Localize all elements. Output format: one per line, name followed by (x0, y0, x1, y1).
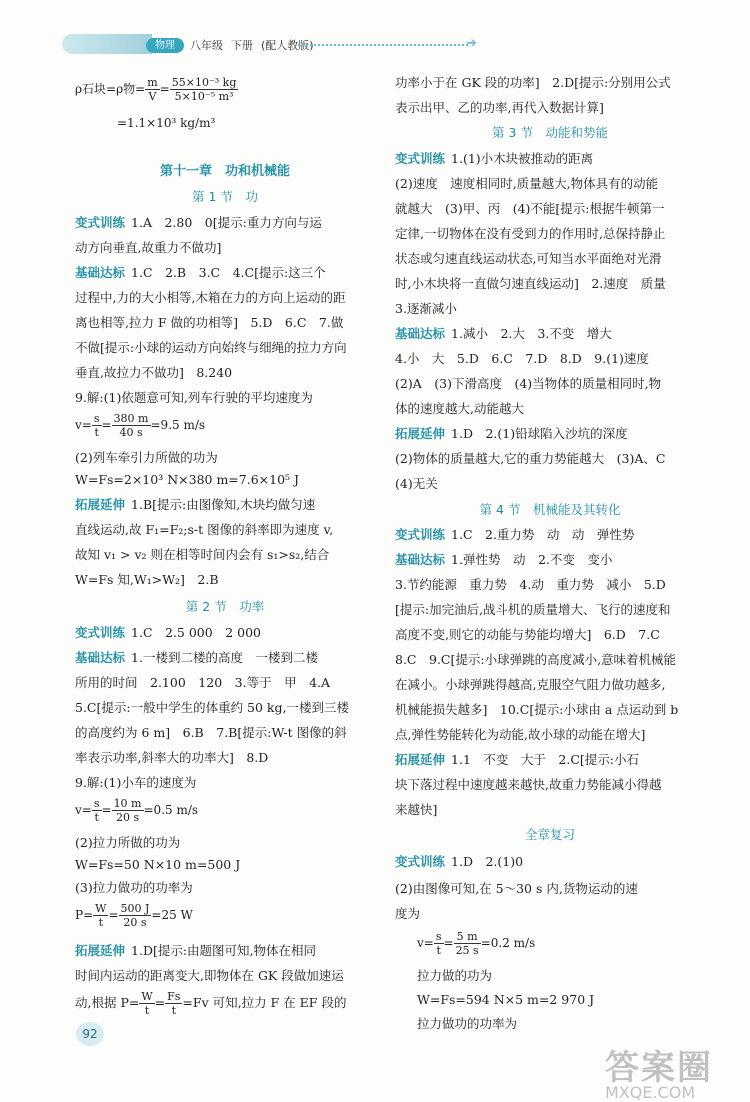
answer-line: [提示:加完油后,战斗机的质量增大、飞行的速度和 (395, 602, 671, 617)
answer-line: 率表示功率,斜率大的功率大] 8.D (75, 750, 269, 765)
density-result: =1.1×10³ kg/m³ (117, 116, 216, 130)
answer-line: 9.解:(1)小车的速度为 (75, 775, 197, 790)
answer-line: 动,根据 P= $\frac{W}{t}$ = $\frac{Fs}{t}$ =Fv 可知,拉力 F 在 EF 段的 (75, 990, 347, 1017)
answer-line: W=Fs=2×10³ N×380 m=7.6×10⁵ J (75, 472, 300, 487)
velocity-equation: v= $\frac{s}{t}$ = $\frac{10 m}{20 s}$ =0.5 m/s (75, 797, 199, 824)
answer-line: 就越大 (3)甲、丙 (4)不能[提示:根据牛顿第一 (395, 201, 665, 216)
answer-line: 9.解:(1)依题意可知,列车行驶的平均速度为 (75, 390, 313, 405)
answer-line: 功率小于在 GK 段的功率] 2.D[提示:分别用公式 (395, 75, 671, 90)
answer-line: (2)由图像可知,在 5～30 s 内,货物运动的速 (395, 881, 638, 896)
header-dotted-line (298, 44, 468, 46)
answer-line: 基础达标 1.C 2.B 3.C 4.C[提示:这三个 (75, 265, 326, 280)
answer-line: 基础达标 1.减小 2.大 3.不变 增大 (395, 326, 612, 341)
answer-line: W=Fs 知,W₁>W₂] 2.B (75, 572, 219, 587)
answer-line: 块下落过程中速度越来越快,故重力势能减小得越 (395, 777, 662, 792)
watermark-logo (605, 1040, 745, 1102)
answer-line: 拉力做的功为 (417, 968, 493, 983)
density-equation: ρ石块=ρ物= $\frac{m}{V}$ = $\frac{\text{55×10⁻³ kg}}{\text{5×10⁻⁵ m³}}$ (75, 76, 237, 103)
answer-line: 动方向垂直,故重力不做功] (75, 240, 222, 255)
header-decoration (62, 34, 152, 54)
answer-line: 不做[提示:小球的运动方向始终与细绳的拉力方向 (75, 340, 347, 355)
answer-line: (2)A (3)下滑高度 (4)当物体的质量相同时,物 (395, 376, 662, 391)
watermark-top: 答案圈 (605, 1048, 713, 1088)
answer-line: 5.C[提示:一般中学生的体重约 50 kg,一楼到三楼 (75, 700, 349, 715)
answer-line: W=Fs=594 N×5 m=2 970 J (417, 992, 595, 1007)
answer-line: 基础达标 1.一楼到二楼的高度 一楼到二楼 (75, 650, 318, 665)
page-number: 92 (76, 1022, 104, 1046)
answer-line: 垂直,故拉力不做功] 8.240 (75, 365, 233, 380)
answer-line: 变式训练 1.C 2.5 000 2 000 (75, 625, 262, 640)
answer-line: 拉力做功的功率为 (417, 1016, 518, 1031)
answer-line: 拓展延伸 1.D[提示:由题图可知,物体在相同 (75, 943, 317, 958)
page-header (0, 0, 750, 70)
answer-line: 拓展延伸 1.1 不变 大于 2.C[提示:小石 (395, 752, 639, 767)
section-4-title: 第 4 节 机械能及其转化 (479, 502, 621, 517)
header-volume: 下册 (231, 39, 253, 52)
answer-line: 3.逐渐减小 (395, 301, 457, 316)
chapter-title: 第十一章 功和机械能 (159, 164, 290, 179)
velocity-equation: v= $\frac{s}{t}$ = $\frac{5 m}{25 s}$ =0.2 m/s (417, 930, 536, 957)
answer-line: 所用的时间 2.100 120 3.等于 甲 4.A (75, 675, 331, 690)
answer-line: 变式训练 1.C 2.重力势 动 动 弹性势 (395, 527, 635, 542)
answer-line: 故知 v₁ > v₂ 则在相等时间内会有 s₁>s₂,结合 (75, 547, 330, 562)
answer-line: W=Fs=50 N×10 m=500 J (75, 857, 241, 872)
section-3-title: 第 3 节 动能和势能 (492, 125, 608, 140)
answer-line: (2)物体的质量越大,它的重力势能越大 (3)A、C (395, 451, 666, 466)
answer-line: (2)速度 速度相同时,质量越大,物体具有的动能 (395, 176, 659, 191)
answer-line: 拓展延伸 1.D 2.(1)铅球陷入沙坑的深度 (395, 426, 628, 441)
answer-line: 度为 (395, 906, 421, 921)
watermark-bottom: MXQE.COM (605, 1083, 696, 1102)
header-grade: 八年级 (190, 39, 223, 52)
answer-line: 体的速度越大,动能越大 (395, 401, 524, 416)
answer-line: 8.C 9.C[提示:小球弹跳的高度减小,意味着机械能 (395, 652, 677, 667)
answer-line: 直线运动,故 F₁=F₂;s-t 图像的斜率即为速度 v, (75, 522, 334, 537)
answer-line: 的高度约为 6 m] 6.B 7.B[提示:W-t 图像的斜 (75, 725, 347, 740)
answer-line: 高度不变,则它的动能与势能均增大] 6.D 7.C (395, 627, 660, 642)
answer-line: 基础达标 1.弹性势 动 2.不变 变小 (395, 552, 613, 567)
answer-line: (4)无关 (395, 476, 438, 491)
power-equation: P= $\frac{W}{t}$ = $\frac{500 J}{20 s}$ =25 W (75, 902, 193, 929)
answer-line: 表示出甲、乙的功率,再代入数据计算] (395, 100, 604, 115)
answer-line: 4.小 大 5.D 6.C 7.D 8.D 9.(1)速度 (395, 351, 649, 366)
answer-line: 状态或匀速直线运动状态,可知当水平面绝对光滑 (395, 251, 662, 266)
answer-line: 点,弹性势能转化为动能,故小球的动能在增大] (395, 727, 646, 742)
velocity-equation: v= $\frac{s}{t}$ = $\frac{380 m}{40 s}$ =9.5 m/s (75, 412, 206, 439)
arrow-right-icon: ➔ (466, 36, 477, 51)
subject-badge: 物理 (146, 38, 184, 53)
review-title: 全章复习 (524, 827, 575, 842)
header-edition: (配人教版) (261, 39, 314, 52)
answer-line: 在减小。小球弹跳得越高,克服空气阻力做功越多, (395, 677, 666, 692)
answer-line: (2)列车牵引力所做的功为 (75, 450, 218, 465)
answer-line: 3.节约能源 重力势 4.动 重力势 减小 5.D (395, 577, 666, 592)
answer-line: 拓展延伸 1.B[提示:由图像知,木块均做匀速 (75, 497, 316, 512)
section-1-title: 第 1 节 功 (192, 189, 258, 204)
answer-line: 时,小木块将一直做匀速直线运动] 2.速度 质量 (395, 276, 666, 291)
answer-line: (3)拉力做功的功率为 (75, 880, 193, 895)
answer-line: (2)拉力所做的功为 (75, 835, 181, 850)
answer-line: 来越快] (395, 802, 438, 817)
section-2-title: 第 2 节 功率 (185, 599, 265, 614)
answer-line: 变式训练 1.(1)小木块被推动的距离 (395, 151, 594, 166)
answer-line: 定律,一切物体在没有受到力的作用时,总保持静止 (395, 226, 666, 241)
answer-line: 离也相等,拉力 F 做的功相等] 5.D 6.C 7.做 (75, 315, 344, 330)
answer-line: 变式训练 1.A 2.80 0[提示:重力方向与运 (75, 215, 322, 230)
answer-line: 变式训练 1.D 2.(1)0 (395, 854, 524, 869)
answer-line: 过程中,力的大小相等,木箱在力的方向上运动的距 (75, 290, 346, 305)
answer-line: 机械能损失越多] 10.C[提示:小球由 a 点运动到 b (395, 702, 679, 717)
answer-line: 时间内运动的距离变大,即物体在 GK 段做加速运 (75, 968, 344, 983)
